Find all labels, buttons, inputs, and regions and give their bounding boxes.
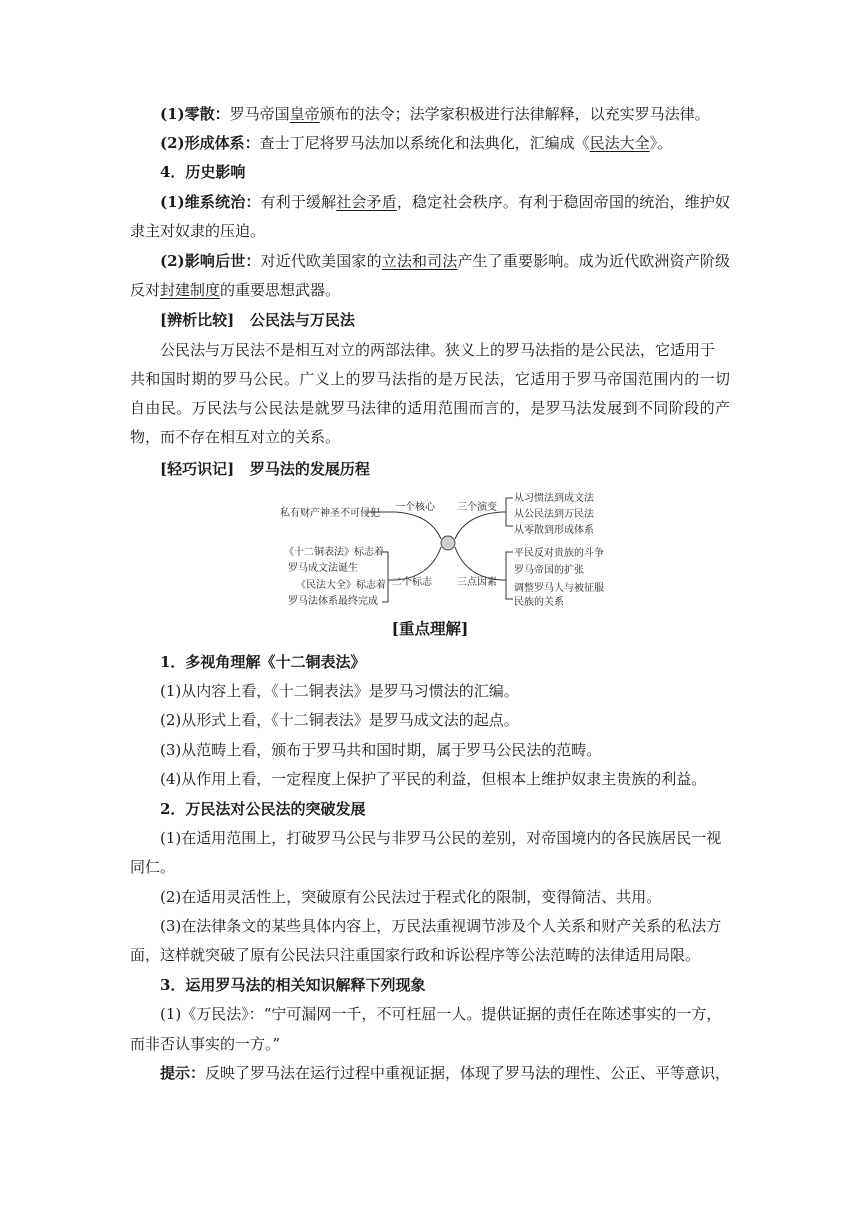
compare-line: 共和国时期的罗马公民。广义上的罗马法指的是万民法，它适用于罗马帝国范围内的一切 [130,370,730,388]
memo-heading: [轻巧识记] 罗马法的发展历程 [160,460,370,478]
list-item: (2)在适用灵活性上，突破原有公民法过于程式化的限制，变得简洁、共用。 [160,888,662,906]
underlined-term: 封建制度 [160,281,221,299]
section-heading-1: 1．多视角理解《十二铜表法》 [160,653,366,671]
item-label: (1)零散： [160,105,230,123]
mindmap-evolve-label: 三个演变 [457,502,497,513]
list-item: (1)从内容上看，《十二铜表法》是罗马习惯法的汇编。 [160,682,519,700]
mindmap-factor-item: 平民反对贵族的斗争 [514,548,604,559]
list-item: (3)在法律条文的某些具体内容上，万民法重视调节涉及个人关系和财产关系的私法方 [160,917,722,935]
question-line-cont: 而非否认事实的一方。” [130,1035,281,1053]
item-label: (2)形成体系： [160,134,260,152]
section-heading-history: 4．历史影响 [160,163,246,181]
hint-label: 提示： [160,1064,206,1082]
mindmap-mark-item: 《民法大全》标志着 [296,580,386,591]
underlined-term: 皇帝 [289,105,320,123]
mindmap-evolve-item: 从习惯法到成文法 [514,493,594,504]
paragraph-rule-line2: 隶主对奴隶的压迫。 [130,222,266,240]
paragraph-scattered: (1)零散：罗马帝国皇帝颁布的法令；法学家积极进行法律解释，以充实罗马法律。 [160,105,710,123]
item-label: (2)影响后世： [160,252,261,270]
paragraph-system: (2)形成体系：查士丁尼将罗马法加以系统化和法典化，汇编成《民法大全》。 [160,134,673,152]
compare-heading: [辨析比较] 公民法与万民法 [160,311,355,329]
mindmap-core-label: 一个核心 [395,502,435,513]
mindmap-factor-item: 调整罗马人与被征服 [514,583,604,594]
question-line: (1)《万民法》：“宁可漏网一千，不可枉屈一人。提供证据的责任在陈述事实的一方， [160,1005,722,1023]
underlined-term: 社会矛盾 [336,193,397,211]
compare-line: 自由民。万民法与公民法是就罗马法律的适用范围而言的，是罗马法发展到不同阶段的产 [130,399,730,417]
mindmap-mark-item: 罗马成文法诞生 [288,563,358,574]
section-heading-3: 3．运用罗马法的相关知识解释下列现象 [160,976,426,994]
list-item: (1)在适用范围上，打破罗马公民与非罗马公民的差别，对帝国境内的各民族居民一视 [160,829,722,847]
mindmap-factors-label: 三点因素 [457,577,497,588]
mindmap-factor-item: 民族的关系 [514,597,564,608]
list-item: (4)从作用上看，一定程度上保护了平民的利益，但根本上维护奴隶主贵族的利益。 [160,770,707,788]
mindmap-center-node [441,536,455,550]
mindmap-factor-item: 罗马帝国的扩张 [514,565,584,576]
mindmap-evolve-item: 从公民法到万民法 [514,509,594,520]
compare-line: 物，而不存在相互对立的关系。 [130,428,341,446]
mindmap-core-text: 私有财产神圣不可侵犯 [280,508,380,519]
hint-line: 提示：反映了罗马法在运行过程中重视证据，体现了罗马法的理性、公正、平等意识， [160,1064,731,1082]
compare-line: 公民法与万民法不是相互对立的两部法律。狭义上的罗马法指的是公民法，它适用于 [160,341,716,359]
key-heading: [重点理解] [391,619,469,638]
list-item: (2)从形式上看，《十二铜表法》是罗马成文法的起点。 [160,711,519,729]
list-item-cont: 面，这样就突破了原有公民法只注重国家行政和诉讼程序等公法范畴的法律适用局限。 [130,946,701,964]
paragraph-rule-line1: (1)维系统治：有利于缓解社会矛盾，稳定社会秩序。有利于稳固帝国的统治，维护奴 [160,193,730,211]
mindmap-evolve-item: 从零散到形成体系 [514,525,594,536]
underlined-term: 民法大全 [589,134,650,152]
list-item-cont: 同仁。 [130,858,176,876]
section-heading-2: 2．万民法对公民法的突破发展 [160,800,366,818]
development-mindmap [270,486,620,611]
list-item: (3)从范畴上看，颁布于罗马共和国时期，属于罗马公民法的范畴。 [160,741,602,759]
item-label: (1)维系统治： [160,193,261,211]
mindmap-mark-item: 《十二铜表法》标志着 [284,547,384,558]
paragraph-legacy-line2: 反对封建制度的重要思想武器。 [130,281,341,299]
mindmap-mark-item: 罗马法体系最终完成 [288,596,378,607]
underlined-term: 立法和司法 [381,252,458,270]
mindmap-marks-label: 二个标志 [392,577,432,588]
paragraph-legacy-line1: (2)影响后世：对近代欧美国家的立法和司法产生了重要影响。成为近代欧洲资产阶级 [160,252,730,270]
